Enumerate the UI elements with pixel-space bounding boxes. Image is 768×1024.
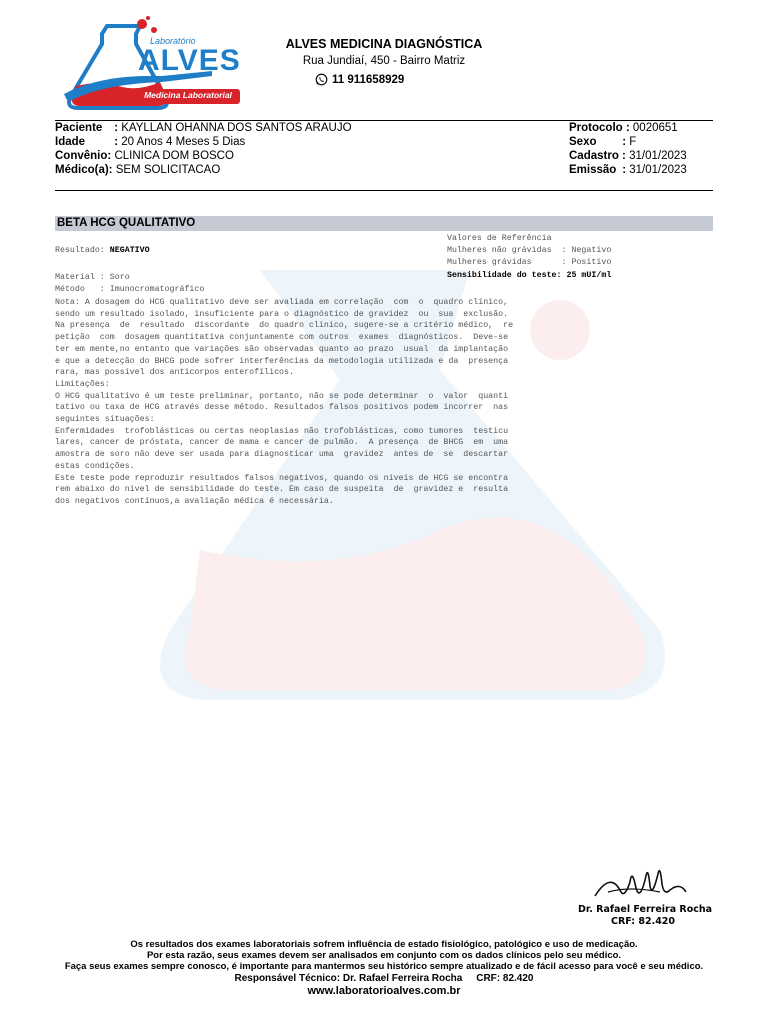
- patient-doctor-label: Médico(a):: [55, 164, 113, 176]
- patient-age-row: Idade : 20 Anos 4 Meses 5 Dias: [55, 136, 246, 148]
- logo-word-main: ALVES: [138, 44, 241, 77]
- patient-insurance-row: [55, 150, 234, 162]
- register-date: 31/01/2023: [629, 150, 687, 162]
- footer-website[interactable]: www.laboratorioalves.com.br: [307, 985, 461, 997]
- note-line: dos negativos contínuos,a avaliação médica é necessária.: [55, 496, 334, 506]
- result-row: [55, 245, 150, 257]
- sex-row: Sexo : F: [569, 136, 637, 148]
- result-value: NEGATIVO: [109, 246, 150, 255]
- note-line: sendo um resultado isolado, insuficiente para o diagnóstico de gravidez ou sua exclusão.: [55, 309, 509, 319]
- patient-name-row: Paciente : KAYLLAN OHANNA DOS SANTOS ARAUJO: [55, 122, 352, 134]
- issue-date-label: Emissão: [569, 164, 617, 176]
- lab-phone: [315, 73, 404, 86]
- note-line: estas condições.: [55, 461, 135, 471]
- patient-insurance: CLINICA DOM BOSCO: [114, 150, 234, 162]
- patient-name: KAYLLAN OHANNA DOS SANTOS ARAUJO: [121, 122, 352, 134]
- signature-crf: CRF: 82.420: [611, 916, 676, 927]
- sex-label: Sexo: [569, 136, 597, 148]
- divider-top: [55, 120, 713, 121]
- note-line: amostra de soro não deve ser usada para diagnosticar uma gravidez antes de se descartar: [55, 450, 509, 460]
- signature-drawing: [590, 862, 690, 906]
- whatsapp-icon: [315, 73, 328, 86]
- reference-title: Valores de Referência: [447, 234, 552, 243]
- footer-line-2: Por esta razão, seus exames devem ser analisados em conjunto com os dados clínicos pelo seu médico.: [146, 950, 622, 961]
- note-line: Enfermidades trofoblásticas ou certas neoplasias não trofoblásticas, como tumores testicu: [55, 426, 509, 436]
- note-line: O HCG qualitativo é um teste preliminar, portanto, não se pode determinar o valor quanti: [55, 391, 509, 401]
- logo-word-top: Laboratório: [150, 36, 196, 46]
- lab-name: ALVES MEDICINA DIAGNÓSTICA: [285, 37, 483, 51]
- note-line: tativo ou taxa de HCG através desse método. Resultados falsos positivos podem incorrer nas: [55, 403, 509, 413]
- footer-line-1: Os resultados dos exames laboratoriais sofrem influência de estado fisiológico, patológico e uso de medicação.: [130, 939, 638, 950]
- note-line: Este teste pode reproduzir resultados falsos negativos, quando os níveis de HCG se encontra: [55, 473, 509, 483]
- reference-pregnant: Mulheres grávidas : Positivo: [447, 258, 612, 267]
- method-line: Método : Imunocromatográfico: [55, 285, 205, 294]
- issue-date-row: Emissão : 31/01/2023: [569, 164, 687, 176]
- reference-sensitivity: Sensibilidade do teste: 25 mUI/ml: [447, 271, 612, 280]
- material-line: Material : Soro: [55, 273, 130, 282]
- note-line: lares, cancer de próstata, cancer de mama e cancer de pulmão. A presença de BHCG em uma: [55, 438, 509, 448]
- lab-address: Rua Jundiaí, 450 - Bairro Matriz: [302, 55, 466, 67]
- exam-title: BETA HCG QUALITATIVO: [57, 217, 196, 229]
- note-line: ter em mente,no entanto que variações são observadas quanto ao prazo usual da implantação: [55, 344, 509, 354]
- note-line: seguintes situações:: [55, 415, 155, 425]
- note-line: e que a detecção do BHCG pode sofrer interferências da metodologia utilizada e da presença: [55, 356, 509, 366]
- patient-age: 20 Anos 4 Meses 5 Dias: [121, 136, 246, 148]
- lab-phone-number: 11 911658929: [332, 73, 405, 86]
- register-date-label: Cadastro: [569, 150, 619, 162]
- result-label: Resultado:: [55, 246, 105, 255]
- register-date-row: Cadastro : 31/01/2023: [569, 150, 687, 162]
- protocol-value: 0020651: [632, 122, 678, 134]
- note-line: rem abaixo do nível de sensibilidade do teste. Em caso de suspeita de gravidez e resulta: [55, 485, 509, 495]
- patient-doctor: SEM SOLICITACAO: [115, 164, 221, 176]
- patient-insurance-label: Convênio:: [55, 150, 112, 162]
- note-line: petição com dosagem quantitativa conjuntamente com outros exames diagnósticos. Deve-se: [55, 333, 509, 343]
- note-line: Nota: A dosagem do HCG qualitativo deve ser avaliada em correlação com o quadro clínico,: [55, 298, 509, 307]
- issue-date: 31/01/2023: [629, 164, 687, 176]
- note-line: Limitações:: [55, 379, 110, 389]
- note-line: Na presença de resultado discordante do quadro clínico, sugere-se a critério médico, re: [55, 321, 514, 331]
- footer-responsible: Responsável Técnico: Dr. Rafael Ferreira Rocha CRF: 82.420: [234, 973, 534, 984]
- footer-line-3: Faça seus exames sempre conosco, é importante para mantermos seu histórico sempre atualizado e de fácil acesso para você e seu médico.: [64, 961, 704, 972]
- note-line: rara, mas possível dos anticorpos enterofílicos.: [55, 368, 294, 378]
- patient-doctor-row: [55, 164, 220, 176]
- divider-bottom: [55, 190, 713, 191]
- exam-notes: [55, 297, 513, 508]
- signature-name: Dr. Rafael Ferreira Rocha: [578, 904, 713, 915]
- patient-name-label: Paciente: [55, 122, 103, 134]
- patient-age-label: Idade: [55, 136, 86, 148]
- logo-word-sub: Medicina Laboratorial: [144, 90, 232, 100]
- sex-value: F: [629, 136, 637, 148]
- reference-non-pregnant: Mulheres não grávidas : Negativo: [447, 246, 612, 255]
- protocol-label: Protocolo: [569, 122, 623, 134]
- protocol-row: Protocolo : 0020651: [569, 122, 678, 134]
